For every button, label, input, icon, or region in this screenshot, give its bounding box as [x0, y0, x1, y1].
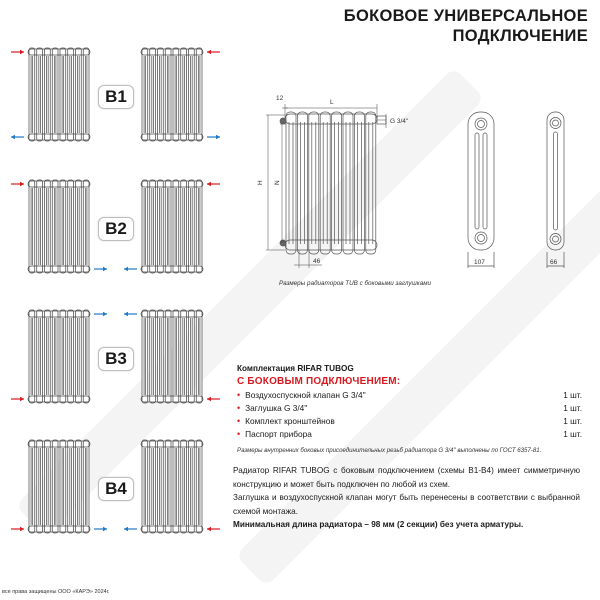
scheme-label-b4: B4: [98, 477, 134, 501]
flow-arrow-icon: [207, 397, 220, 401]
flow-arrow-icon: [11, 135, 24, 139]
flow-arrow-icon: [124, 267, 137, 271]
flow-arrow-icon: [124, 527, 137, 531]
dim-axis-distance: N: [274, 180, 281, 185]
flow-arrow-icon: [94, 312, 107, 316]
description-p2: Заглушка и воздухоспускной клапан могут быть перенесены в соответствии с выбранной схемой монтажа.: [233, 493, 580, 516]
scheme-label-b3: B3: [98, 347, 134, 371]
dimension-drawing: [250, 90, 600, 280]
bullet-icon: •: [237, 390, 241, 400]
front-view-radiator: [280, 112, 386, 254]
radiator-icon: [141, 180, 203, 273]
flow-arrow-icon: [207, 135, 220, 139]
description-p1: Радиатор RIFAR TUBOG с боковым подключением (схемы B1-B4) имеет симметричную конструкцию и может быть подключен по любой из схем.: [233, 466, 580, 489]
radiator-icon: [28, 48, 90, 141]
radiator-icon: [141, 310, 203, 403]
side-view-66: [547, 112, 564, 268]
kit-item-qty: 1 шт.: [563, 416, 582, 426]
copyright: все права защищены ООО «КАРЭ» 2024г.: [2, 589, 110, 595]
description-p3: Минимальная длина радиатора – 98 мм (2 секции) без учета арматуры.: [233, 520, 524, 529]
connection-schemes: [0, 0, 230, 560]
flow-arrow-icon: [11, 50, 24, 54]
title-line-1: БОКОВОЕ УНИВЕРСАЛЬНОЕ: [343, 7, 588, 25]
dim-thread: G 3/4'': [390, 118, 409, 125]
scheme-label-b2: B2: [98, 217, 134, 241]
dim-46: 46: [313, 258, 321, 265]
radiator-icon: [28, 180, 90, 273]
flow-arrow-icon: [11, 527, 24, 531]
kit-item-name: Паспорт прибора: [245, 429, 312, 439]
title-line-2: ПОДКЛЮЧЕНИЕ: [452, 27, 588, 45]
dim-66: 66: [550, 259, 558, 266]
kit-item: [237, 428, 582, 441]
radiator-icon: [141, 48, 203, 141]
kit-item-qty: 1 шт.: [563, 403, 582, 413]
flow-arrow-icon: [11, 397, 24, 401]
kit-note: Размеры внутренних боковых присоединительных резьб радиатора G 3/4'' выполнены по ГОСТ 6357-81.: [237, 447, 542, 454]
flow-arrow-icon: [207, 50, 220, 54]
kit-item-name: Комплект кронштейнов: [245, 416, 335, 426]
description: [233, 464, 580, 532]
dim-height: H: [257, 180, 264, 185]
page-title: [344, 6, 588, 46]
bullet-icon: •: [237, 429, 241, 439]
kit-item: [237, 389, 582, 402]
radiator-icon: [28, 440, 90, 533]
flow-arrow-icon: [207, 527, 220, 531]
drawing-caption: Размеры радиаторов TUB с боковыми заглушками: [278, 280, 432, 287]
side-view-107: [468, 112, 494, 268]
dim-107: 107: [474, 259, 485, 266]
kit-item: [237, 415, 582, 428]
flow-arrow-icon: [94, 267, 107, 271]
kit-section: [237, 364, 582, 454]
dim-12: 12: [276, 95, 284, 102]
scheme-label-b1: B1: [98, 85, 134, 109]
radiator-icon: [141, 440, 203, 533]
flow-arrow-icon: [94, 527, 107, 531]
kit-item: [237, 402, 582, 415]
flow-arrow-icon: [207, 182, 220, 186]
kit-item-qty: 1 шт.: [563, 429, 582, 439]
bullet-icon: •: [237, 416, 241, 426]
kit-item-qty: 1 шт.: [563, 390, 582, 400]
kit-subtitle: С БОКОВЫМ ПОДКЛЮЧЕНИЕМ:: [237, 376, 401, 387]
kit-item-name: Заглушка G 3/4'': [245, 403, 308, 413]
radiator-icon: [28, 310, 90, 403]
kit-title: Комплектация RIFAR TUBOG: [237, 364, 354, 373]
flow-arrow-icon: [124, 312, 137, 316]
bullet-icon: •: [237, 403, 241, 413]
dim-length: L: [330, 99, 334, 106]
kit-item-name: Воздухоспускной клапан G 3/4'': [245, 390, 366, 400]
flow-arrow-icon: [11, 182, 24, 186]
